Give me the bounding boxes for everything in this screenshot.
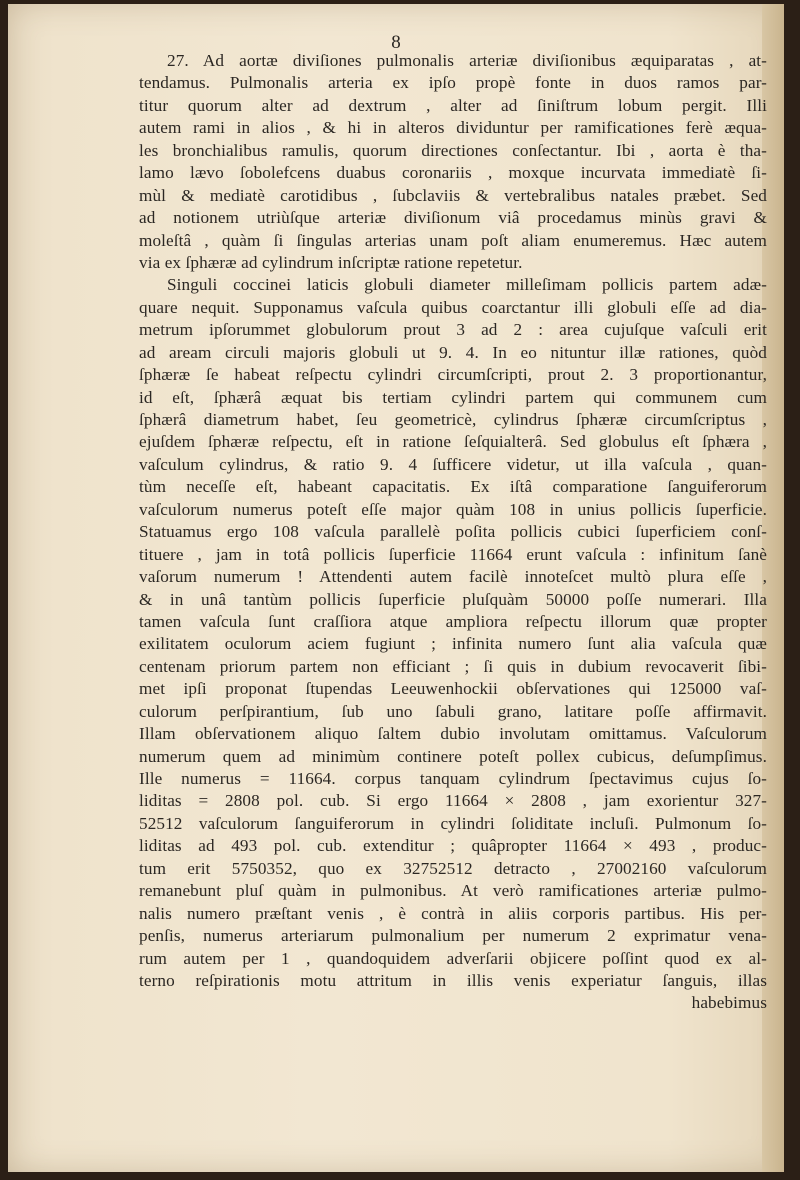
text-line: penſis, numerus arteriarum pulmonalium per numerum 2 exprimatur vena- [139,926,767,946]
text-line: ad notionem utriùſque arteriæ diviſionum viâ procedamus minùs gravi & [139,208,767,228]
text-line: liditas ad 493 pol. cub. extenditur ; quâpropter 11664 × 493 , produc- [139,836,767,856]
text-line: met ipſi proponat ſtupendas Leeuwenhockii obſervationes qui 125000 vaſ- [139,679,767,699]
text-line: les bronchialibus ramulis, quorum directiones conſectantur. Ibi , aorta è tha- [139,140,767,160]
page-number: 8 [391,32,401,53]
text-line: id eſt, ſphærâ æquat bis tertiam cylindri partem qui communem cum [139,387,767,407]
text-line: autem rami in alios , & hi in alteros dividuntur per ramificationes ferè æqua- [139,118,767,138]
text-line: mùl & mediatè carotidibus , ſubclaviis & vertebralibus natales præbet. Sed [139,185,767,205]
text-line: 27. Ad aortæ diviſiones pulmonalis arteriæ diviſionibus æquiparatas , at- [167,51,767,70]
text-line: lamo lævo ſobolefcens duabus coronariis , moxque incurvata immediatè ſi- [139,163,767,183]
text-line: quare nequit. Supponamus vaſcula quibus coarctantur illi globuli eſſe ad dia- [139,297,767,317]
text-line: tum erit 5750352, quo ex 32752512 detracto , 27002160 vaſculorum [139,858,767,878]
text-line: via ex ſphæræ ad cylindrum inſcriptæ ratione repetetur. [139,252,523,272]
text-line: vaſculorum numerus poteſt eſſe major quàm 108 in unius pollicis ſuperficie. [139,499,767,519]
text-line: Ille numerus = 11664. corpus tanquam cylindrum ſpectavimus cujus ſo- [139,769,767,788]
text-line: moleſtâ , quàm ſi ſingulas arterias unam poſt aliam enumeremus. Hæc autem [139,230,767,250]
text-line: remanebunt pluſ quàm in pulmonibus. At verò ramificationes arteriæ pulmo- [139,881,767,901]
text-line: & in unâ tantùm pollicis ſuperficie pluſquàm 50000 poſſe numerari. Illa [139,589,767,609]
body-text [139,50,767,1015]
text-line: numerum quem ad minimùm continere poteſt pollex cubicus, deſumpſimus. [139,746,767,766]
text-line: ejuſdem ſphæræ reſpectu, eſt in ratione ſeſquialterâ. Sed globulus eſt ſphæra , [139,432,767,452]
text-line: nalis numero præſtant venis , è contrà in aliis corporis partibus. His per- [139,903,767,923]
text-line: liditas = 2808 pol. cub. Si ergo 11664 × 2808 , jam exorientur 327- [139,791,767,811]
text-line: ſphæræ ſe habeat reſpectu cylindri circumſcripti, prout 2. 3 proportionantur, [139,365,767,385]
text-line: Singuli coccinei laticis globuli diameter milleſimam pollicis partem adæ- [167,275,767,295]
text-line: vaſculum cylindrus, & ratio 9. 4 ſufficere videtur, ut illa vaſcula , quan- [139,454,767,474]
text-line: ſphærâ diametrum habet, ſeu geometricè, cylindrus ſphæræ circumſcriptus , [139,410,767,429]
text-line: tendamus. Pulmonalis arteria ex ipſo propè fonte in duos ramos par- [139,73,767,93]
text-line: centenam priorum partem non efficiant ; ſi quis in dubium revocaverit ſibi- [139,656,767,676]
text-line: titur quorum alter ad dextrum , alter ad ſiniſtrum lobum pergit. Illi [139,95,767,115]
text-line: terno reſpirationis motu attritum in illis venis experiatur ſanguis, illas [139,970,767,990]
text-line: Illam obſervationem aliquo ſaltem dubio involutam omittamus. Vaſculorum [139,724,767,744]
text-line: 52512 vaſculorum ſanguiferorum in cylindri ſoliditate incluſi. Pulmonum ſo- [139,813,767,833]
text-line: ad aream circuli majoris globuli ut 9. 4. In eo nituntur illæ rationes, quòd [139,342,767,362]
text-line: tamen vaſcula ſunt craſſiora atque ampliora reſpectu illorum quæ propter [139,611,767,631]
text-line: Statuamus ergo 108 vaſcula parallelè poſita pollicis cubici ſuperficiem conſ- [139,522,767,542]
text-line: habebimus [691,993,767,1013]
text-line: exilitatem oculorum aciem fugiunt ; infinita numero ſunt alia vaſcula quæ [139,634,767,654]
text-line: metrum ipſorummet globulorum prout 3 ad 2 : area cujuſque vaſculi erit [139,320,767,340]
text-line: tituere , jam in totâ pollicis ſuperficie 11664 erunt vaſcula : infinitum ſanè [139,544,767,564]
text-line: culorum perſpirantium, ſub uno ſabuli grano, latitare poſſe affirmavit. [139,701,767,721]
text-line: vaſorum numerum ! Attendenti autem facilè innoteſcet multò plura eſſe , [139,567,767,587]
text-line: tùm neceſſe eſt, habeant capacitatis. Ex iſtâ comparatione ſanguiferorum [139,477,767,497]
book-page [8,4,784,1172]
text-line: rum autem per 1 , quandoquidem adverſarii objicere poſſint quod ex al- [139,948,767,968]
